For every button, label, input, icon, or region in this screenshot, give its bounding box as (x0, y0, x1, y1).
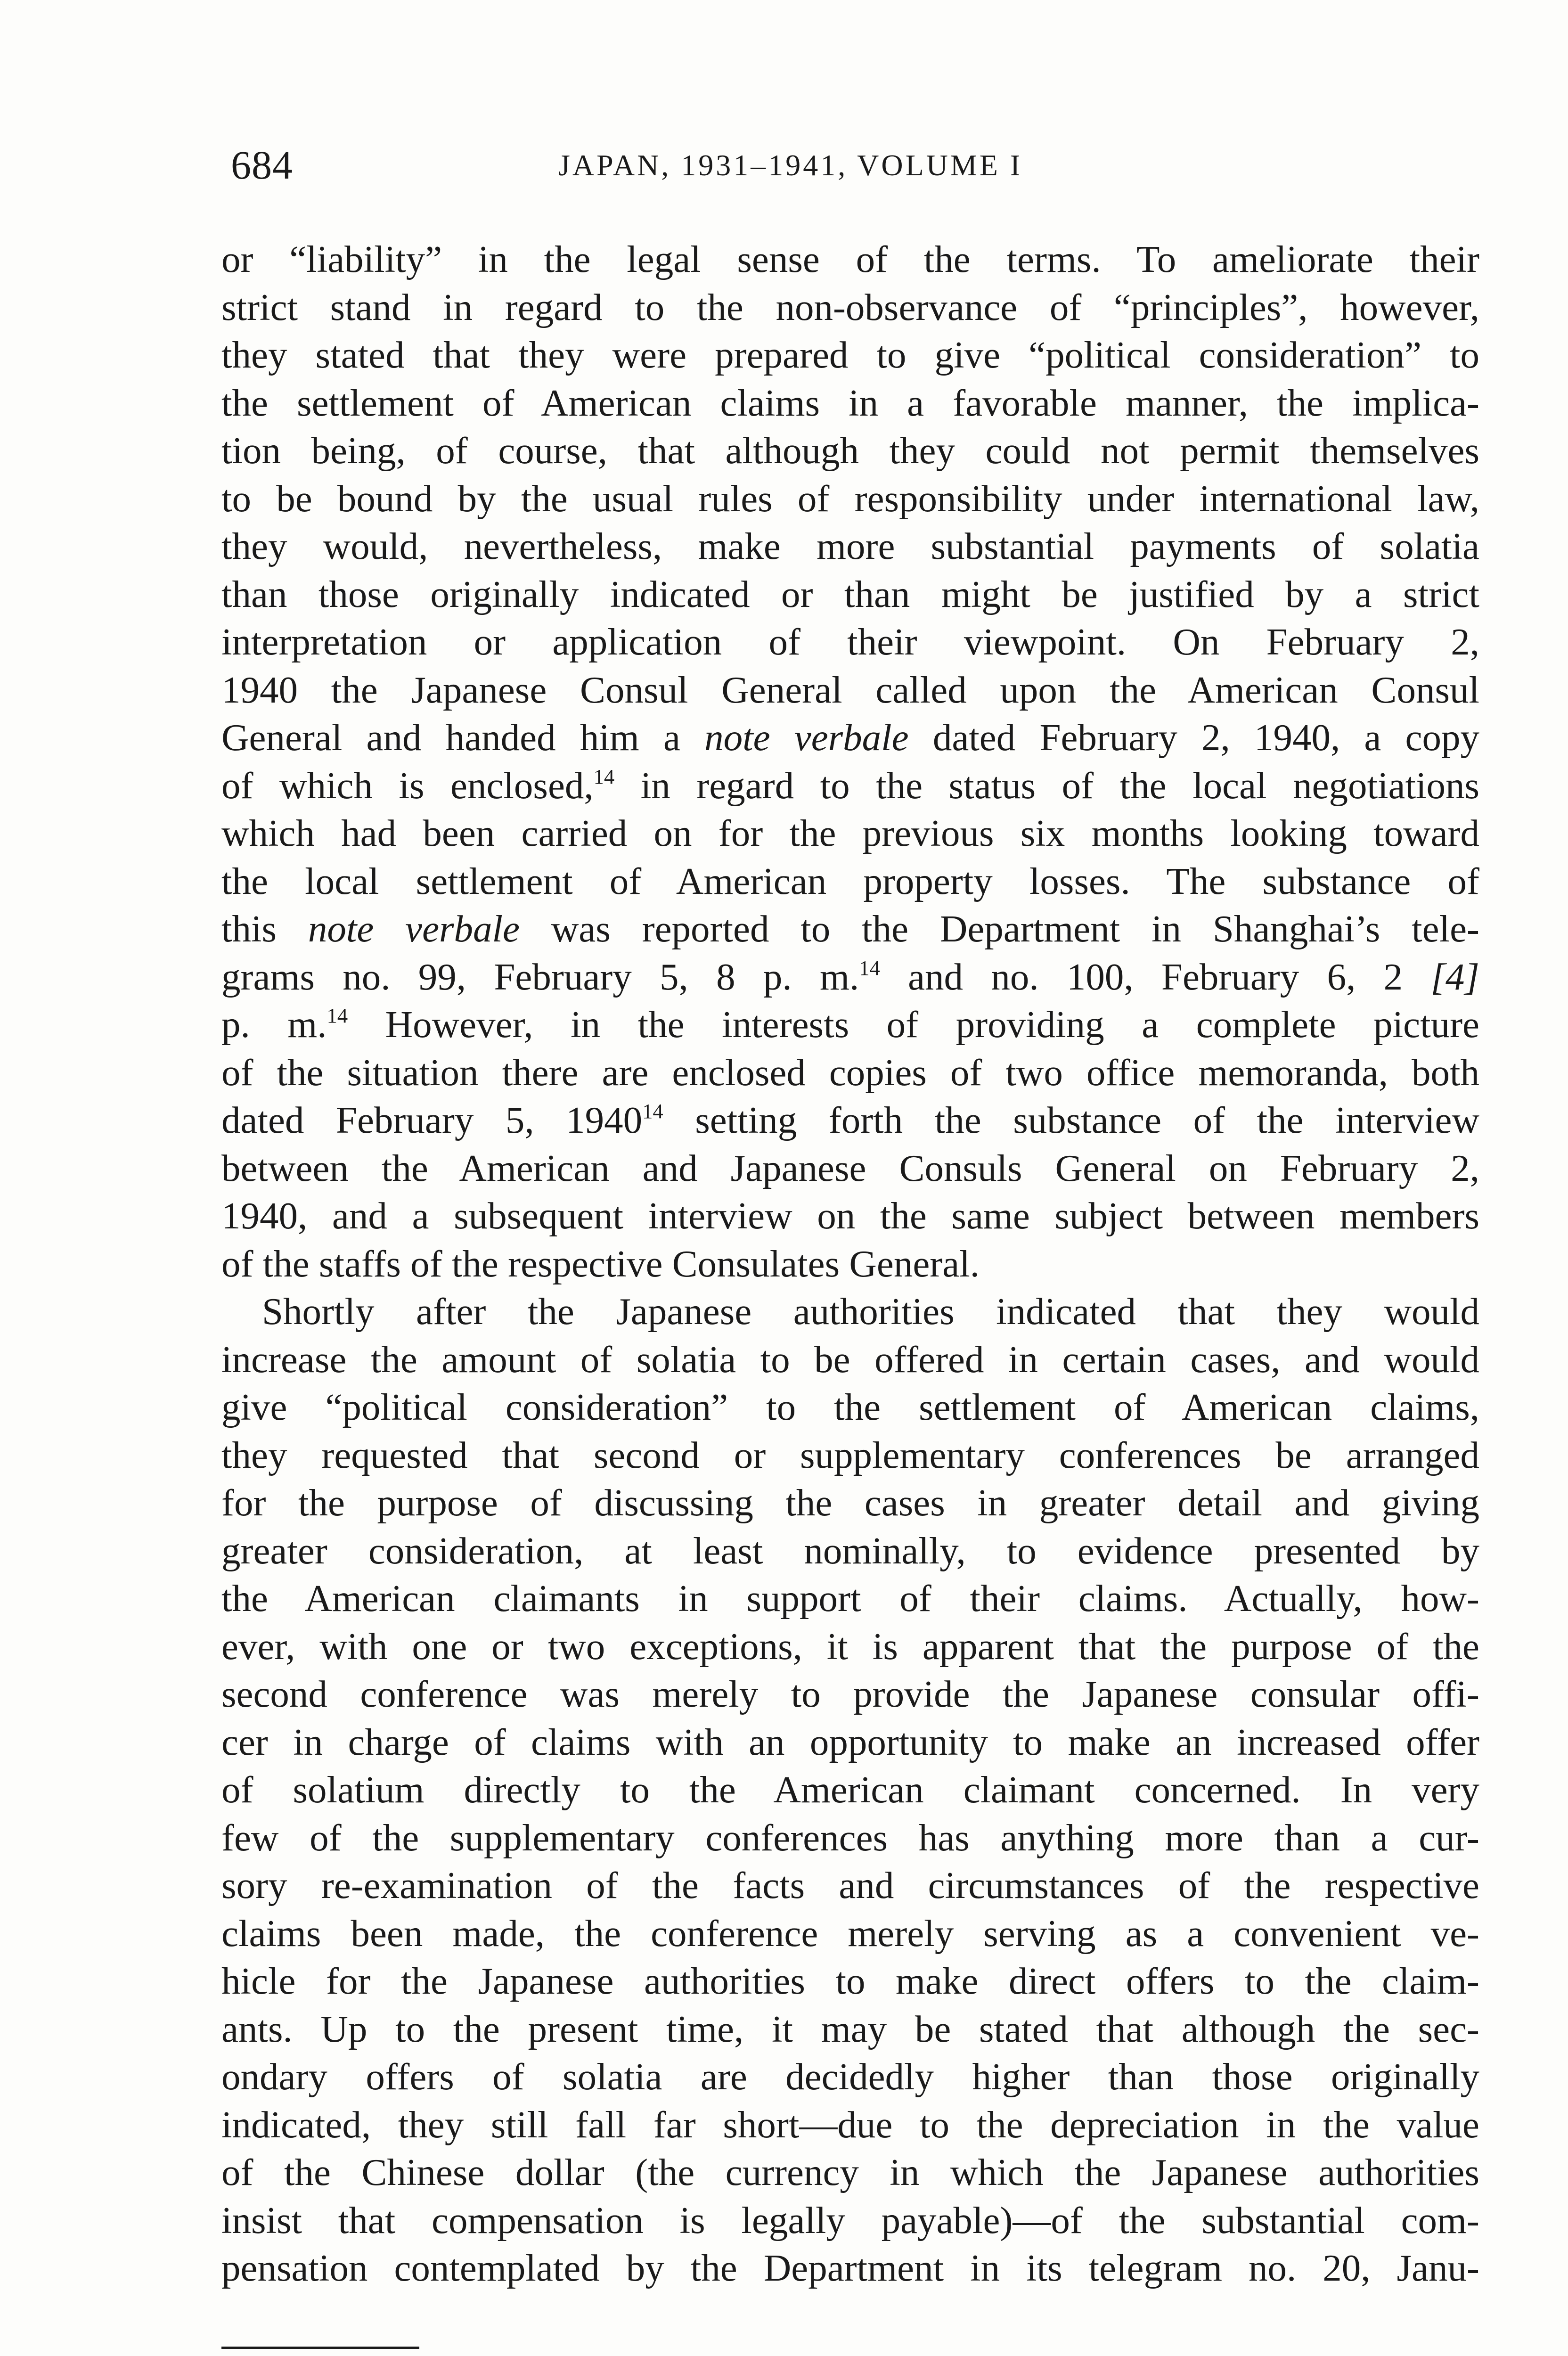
text-line: for the purpose of discussing the cases in greater detail and giving (221, 1481, 1479, 1524)
text-line: of the Chinese dollar (the currency in which the Japanese authorities (221, 2151, 1479, 2193)
text-line: cer in charge of claims with an opportunity to make an increased offer (221, 1720, 1479, 1763)
text-line: ondary offers of solatia are decidedly higher than those originally (221, 2055, 1479, 2098)
text-fragment: setting forth the substance of the interview (695, 1099, 1479, 1141)
text-line: Shortly after the Japanese authorities indicated that they would (262, 1290, 1479, 1333)
italic-term: note verbale (308, 908, 520, 950)
text-line: ever, with one or two exceptions, it is apparent that the purpose of the (221, 1625, 1479, 1668)
text-line: tion being, of course, that although they could not permit themselves (221, 429, 1479, 472)
text-fragment: this (221, 908, 277, 950)
text-line: the local settlement of American property losses. The substance of (221, 859, 1479, 902)
text-line: than those originally indicated or than might be justified by a strict (221, 573, 1479, 615)
text-line: second conference was merely to provide the Japanese consular offi- (221, 1673, 1479, 1715)
text-line (221, 905, 1479, 953)
text-line (221, 1096, 1479, 1145)
page-header (226, 141, 1479, 193)
text-line: 1940, and a subsequent interview on the same subject between members (221, 1194, 1479, 1237)
text-line: to be bound by the usual rules of responsibility under international law, (221, 477, 1479, 520)
text-line (221, 953, 1479, 1001)
text-line: of the situation there are enclosed copies of two office memoranda, both (221, 1051, 1479, 1094)
paragraph-1 (221, 236, 1479, 1288)
paragraph-2 (221, 1288, 1479, 2292)
italic-term: note verbale (704, 716, 909, 759)
text-fragment: However, in the interests of providing a complete picture (385, 1003, 1480, 1046)
text-line: increase the amount of solatia to be offered in certain cases, and would (221, 1338, 1479, 1381)
text-line: claims been made, the conference merely serving as a convenient ve- (221, 1912, 1479, 1955)
text-fragment: grams no. 99, February 5, 8 p. m. (221, 955, 859, 998)
footnote-reference: 14 (642, 1099, 663, 1123)
text-line (221, 1001, 1479, 1049)
text-line: few of the supplementary conferences has anything more than a cur- (221, 1816, 1479, 1859)
text-line (221, 714, 1479, 762)
text-fragment: and no. 100, February 6, 2 (908, 955, 1403, 998)
text-fragment: General and handed him a (221, 716, 680, 759)
running-title: JAPAN, 1931–1941, VOLUME I (558, 148, 1023, 182)
bracketed-correction: [4] (1430, 955, 1480, 998)
text-fragment: was reported to the Department in Shanghai’s tele- (551, 908, 1479, 950)
page-number: 684 (231, 142, 293, 188)
footnote-reference: 14 (327, 1003, 348, 1027)
footnote-reference: 14 (859, 956, 880, 980)
footnote-reference: 14 (593, 764, 615, 788)
text-fragment: dated February 2, 1940, a copy (932, 716, 1480, 759)
text-line: which had been carried on for the previous six months looking toward (221, 812, 1479, 854)
text-line: they would, nevertheless, make more substantial payments of solatia (221, 525, 1479, 567)
text-line: ants. Up to the present time, it may be stated that although the sec- (221, 2007, 1479, 2050)
body-text (221, 236, 1479, 2292)
text-line: interpretation or application of their viewpoint. On February 2, (221, 621, 1479, 663)
text-line: insist that compensation is legally payable)—of the substantial com- (221, 2199, 1479, 2241)
text-line: sory re-examination of the facts and circumstances of the respective (221, 1864, 1479, 1906)
text-line: the American claimants in support of their claims. Actually, how- (221, 1577, 1479, 1620)
text-line: they requested that second or supplementary conferences be arranged (221, 1433, 1479, 1476)
text-line: the settlement of American claims in a favorable manner, the implica- (221, 381, 1479, 424)
text-line: indicated, they still fall far short—due to the depreciation in the value (221, 2103, 1479, 2146)
footnote-divider (221, 2347, 419, 2349)
text-line: or “liability” in the legal sense of the terms. To ameliorate their (221, 238, 1479, 280)
text-fragment: dated February 5, 1940 (221, 1099, 643, 1141)
text-line: of solatium directly to the American claimant concerned. In very (221, 1768, 1479, 1811)
text-fragment: of which is enclosed, (221, 764, 594, 807)
text-line: strict stand in regard to the non-observance of “principles”, however, (221, 286, 1479, 328)
text-fragment: p. m. (221, 1003, 327, 1046)
text-line: greater consideration, at least nominally, to evidence presented by (221, 1529, 1479, 1572)
text-line: give “political consideration” to the settlement of American claims, (221, 1386, 1479, 1428)
text-line: 1940 the Japanese Consul General called upon the American Consul (221, 668, 1479, 711)
text-line: between the American and Japanese Consuls General on February 2, (221, 1146, 1479, 1189)
text-line (221, 762, 1479, 810)
text-line: of the staffs of the respective Consulates General. (221, 1242, 980, 1285)
text-line: hicle for the Japanese authorities to make direct offers to the claim- (221, 1960, 1479, 2002)
text-fragment: in regard to the status of the local negotiations (640, 764, 1480, 807)
text-line: pensation contemplated by the Department in its telegram no. 20, Janu- (221, 2247, 1479, 2289)
text-line: they stated that they were prepared to give “political consideration” to (221, 334, 1479, 376)
